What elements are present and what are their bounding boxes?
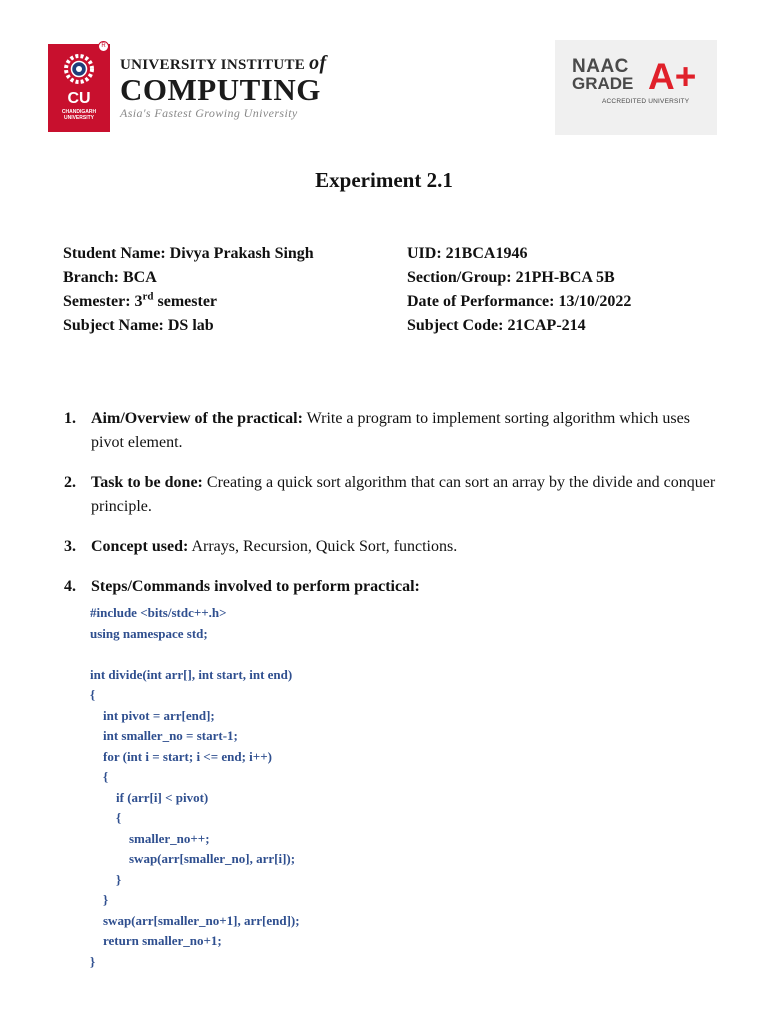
info-row (63, 290, 723, 314)
subject-name: Subject Name: DS lab (63, 317, 214, 334)
section-text: Creating a quick sort algorithm that can sort an array by the divide and conquer principle. (91, 474, 716, 515)
naac-grade-value: A+ (648, 56, 697, 97)
section-number: 1. (64, 410, 76, 427)
section-task (64, 471, 724, 519)
registered-mark-icon: R (98, 41, 109, 52)
student-info (63, 242, 723, 338)
section-text: Arrays, Recursion, Quick Sort, functions. (188, 538, 458, 555)
naac-logo (555, 40, 717, 135)
practical-sections (64, 407, 724, 615)
section-lead: Task to be done: (91, 474, 203, 491)
institute-computing: COMPUTING (120, 72, 321, 107)
naac-accredited: ACCREDITED UNIVERSITY (602, 98, 690, 105)
semester-prefix: Semester: 3 (63, 293, 143, 310)
section-concept (64, 535, 724, 559)
section-lead: Steps/Commands involved to perform practical: (91, 578, 420, 595)
section-lead: Aim/Overview of the practical: (91, 410, 303, 427)
institute-name: UNIVERSITY INSTITUTE (120, 57, 306, 73)
section-number: 4. (64, 578, 76, 595)
subject-code: Subject Code: 21CAP-214 (407, 317, 586, 334)
section-group: Section/Group: 21PH-BCA 5B (407, 269, 615, 286)
institute-of: of (309, 52, 327, 74)
naac-word: NAAC (572, 56, 629, 77)
section-text: Write a program to implement sorting algorithm which uses pivot element. (91, 410, 690, 451)
section-steps (64, 575, 724, 599)
section-number: 2. (64, 474, 76, 491)
semester-suffix: semester (153, 293, 218, 310)
uid: UID: 21BCA1946 (407, 245, 528, 262)
cu-badge-sub-line2: UNIVERSITY (63, 115, 94, 121)
info-row (63, 314, 723, 338)
info-row (63, 266, 723, 290)
page-header (48, 40, 720, 135)
cu-emblem-icon (59, 49, 99, 89)
section-aim (64, 407, 724, 455)
cu-logo-badge (48, 44, 110, 132)
code-listing: #include <bits/stdc++.h> using namespace std; int divide(int arr[], int start, int end) { int pivot = arr[end]; int smaller_no = start-1; for (int i = start; i <= end; i++) { if (arr[i] < pivot) { smaller_no++; swap(arr[smaller_no], arr[i]); } } swap(arr[smaller_no+1], arr[end]); return smaller_no+1; } (90, 605, 300, 969)
naac-grade: GRADE (572, 74, 634, 93)
experiment-title: Experiment 2.1 (315, 168, 453, 192)
branch: Branch: BCA (63, 269, 157, 286)
info-row (63, 242, 723, 266)
date-of-performance: Date of Performance: 13/10/2022 (407, 293, 632, 310)
section-lead: Concept used: (91, 538, 189, 555)
cu-badge-text: CU (67, 90, 91, 107)
cu-badge-sub-line1: CHANDIGARH (61, 109, 97, 115)
institute-tagline: Asia's Fastest Growing University (120, 106, 298, 120)
section-number: 3. (64, 538, 76, 555)
semester-ordinal: rd (142, 290, 154, 303)
semester (63, 290, 217, 314)
institute-wordmark (120, 52, 326, 121)
student-name: Student Name: Divya Prakash Singh (63, 245, 314, 262)
